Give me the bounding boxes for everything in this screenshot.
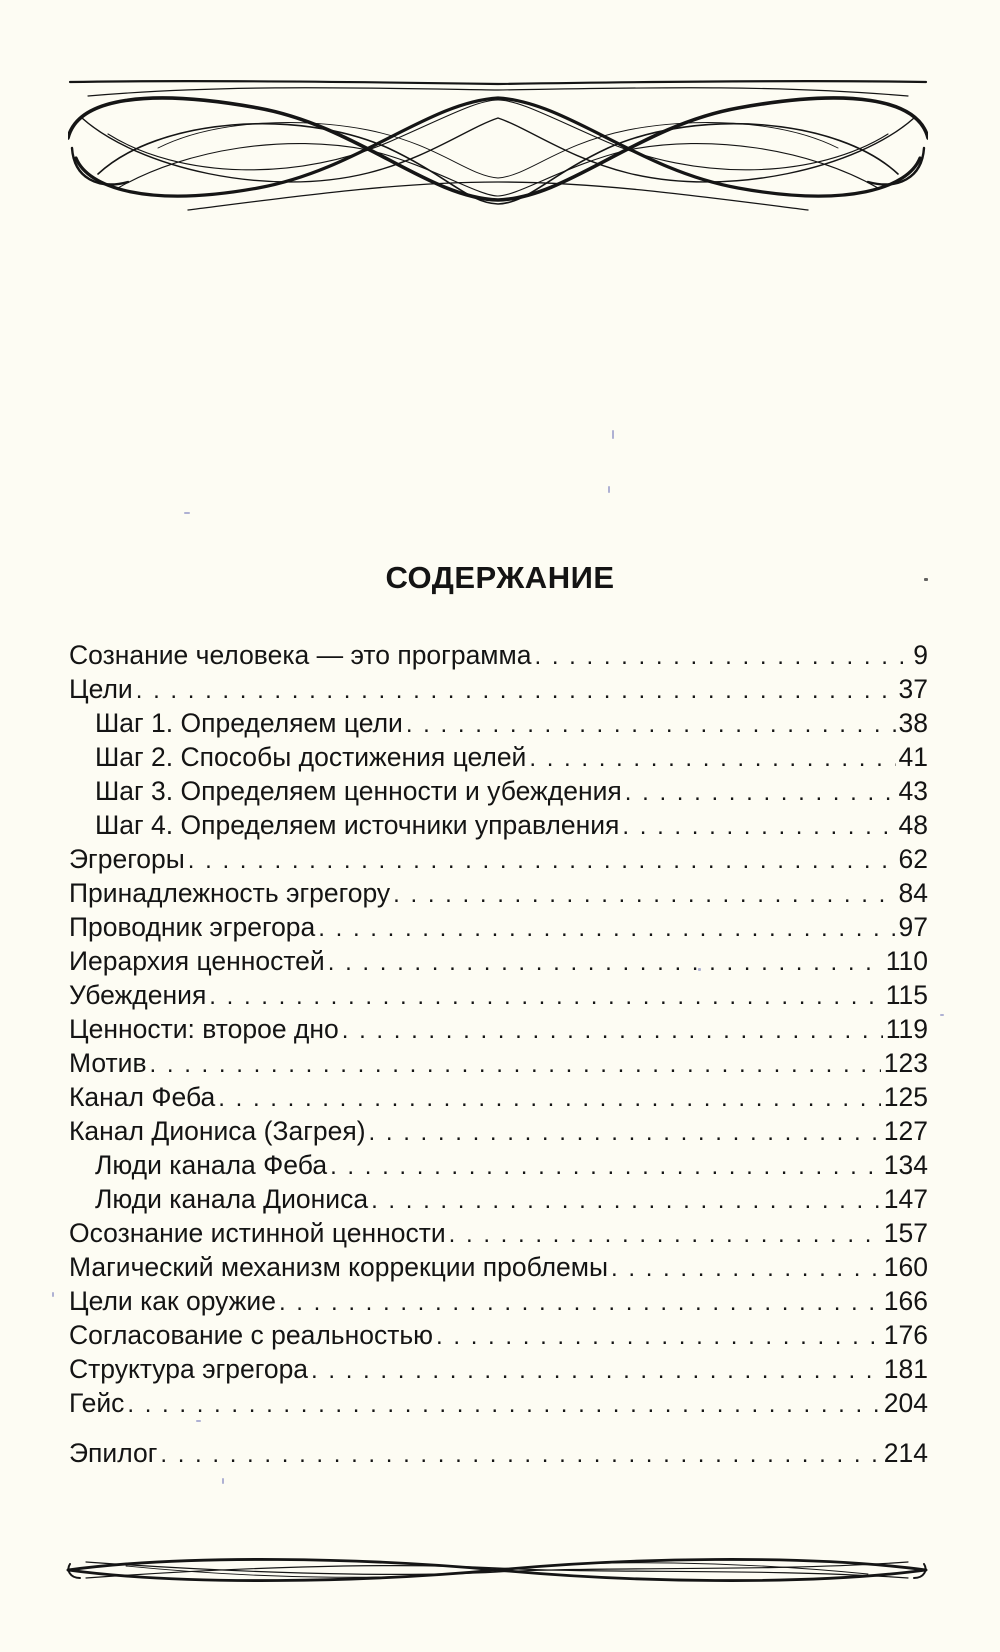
toc-entry-title: Сознание человека — это программа	[69, 640, 532, 670]
toc-entry-title: Шаг 3. Определяем ценности и убеждения	[95, 776, 622, 806]
toc-dot-leader	[529, 742, 895, 776]
toc-entry	[69, 1284, 928, 1318]
table-of-contents-title: СОДЕРЖАНИЕ	[385, 560, 615, 595]
toc-entry-page-number: 48	[898, 810, 928, 840]
toc-entry	[69, 978, 928, 1012]
toc-entry-page-number: 166	[883, 1286, 928, 1316]
toc-entry-title: Эпилог	[69, 1438, 158, 1468]
paper-speck	[940, 1014, 944, 1016]
toc-entry-title: Люди канала Диониса	[95, 1184, 369, 1214]
toc-dot-leader	[160, 1438, 880, 1472]
toc-entry	[69, 1216, 928, 1250]
toc-entry	[69, 672, 928, 706]
toc-entry-title: Канал Диониса (Загрея)	[69, 1116, 366, 1146]
toc-entry-title: Ценности: второе дно	[69, 1014, 339, 1044]
toc-entry	[69, 774, 928, 808]
toc-entry	[69, 1318, 928, 1352]
toc-dot-leader	[436, 1320, 881, 1354]
toc-entry-page-number: 110	[885, 946, 928, 976]
toc-entry	[69, 1012, 928, 1046]
toc-entry-page-number: 134	[883, 1150, 928, 1180]
toc-dot-leader	[150, 1048, 881, 1082]
toc-entry	[69, 1352, 928, 1386]
toc-entry	[69, 1080, 928, 1114]
toc-entry-title: Проводник эгрегора	[69, 912, 316, 942]
bottom-flourish-divider	[66, 1548, 928, 1592]
toc-entry-title: Мотив	[69, 1048, 147, 1078]
toc-entry-page-number: 125	[883, 1082, 928, 1112]
toc-dot-leader	[622, 810, 895, 844]
toc-entry-page-number: 123	[883, 1048, 928, 1078]
toc-dot-leader	[218, 1082, 881, 1116]
paper-speck	[924, 578, 928, 581]
toc-entry-page-number: 214	[883, 1438, 928, 1468]
toc-entry	[69, 706, 928, 740]
toc-dot-leader	[279, 1286, 881, 1320]
toc-entry	[69, 808, 928, 842]
paper-speck	[196, 1420, 201, 1422]
toc-entry-title: Эгрегоры	[69, 844, 185, 874]
table-of-contents-list	[69, 638, 928, 1470]
paper-speck	[698, 968, 701, 971]
paper-speck	[184, 512, 190, 514]
toc-entry-page-number: 119	[885, 1014, 928, 1044]
toc-entry	[69, 876, 928, 910]
toc-entry-page-number: 43	[898, 776, 928, 806]
top-flourish-ornament	[68, 78, 928, 214]
toc-entry-page-number: 37	[898, 674, 928, 704]
toc-entry-page-number: 127	[883, 1116, 928, 1146]
toc-entry-page-number: 204	[883, 1388, 928, 1418]
toc-dot-leader	[406, 708, 896, 742]
toc-entry	[69, 740, 928, 774]
toc-dot-leader	[127, 1388, 880, 1422]
toc-entry-title: Шаг 1. Определяем цели	[95, 708, 403, 738]
toc-dot-leader	[311, 1354, 881, 1388]
toc-entry-title: Шаг 2. Способы достижения целей	[95, 742, 527, 772]
toc-dot-leader	[342, 1014, 883, 1048]
toc-entry-title: Осознание истинной ценности	[69, 1218, 446, 1248]
toc-entry-page-number: 181	[883, 1354, 928, 1384]
toc-dot-leader	[393, 878, 895, 912]
toc-entry	[69, 1250, 928, 1284]
toc-entry-page-number: 38	[898, 708, 928, 738]
toc-dot-leader	[625, 776, 896, 810]
toc-entry-page-number: 147	[883, 1184, 928, 1214]
toc-entry-title: Магический механизм коррекции проблемы	[69, 1252, 609, 1282]
paper-speck	[612, 430, 614, 439]
toc-entry-title: Гейс	[69, 1388, 125, 1418]
toc-dot-leader	[611, 1252, 881, 1286]
toc-dot-leader	[534, 640, 910, 674]
toc-entry-title: Люди канала Феба	[95, 1150, 328, 1180]
toc-entry-page-number: 157	[883, 1218, 928, 1248]
toc-entry-title: Цели как оружие	[69, 1286, 276, 1316]
paper-speck	[222, 1478, 224, 1484]
toc-dot-leader	[318, 912, 895, 946]
toc-entry-page-number: 84	[898, 878, 928, 908]
toc-entry-title: Шаг 4. Определяем источники управления	[95, 810, 620, 840]
toc-entry-title: Убеждения	[69, 980, 207, 1010]
toc-entry	[69, 638, 928, 672]
toc-entry-title: Цели	[69, 674, 133, 704]
toc-entry	[69, 910, 928, 944]
toc-dot-leader	[449, 1218, 881, 1252]
toc-entry	[69, 842, 928, 876]
toc-dot-leader	[371, 1184, 881, 1218]
paper-speck	[52, 1292, 54, 1297]
toc-entry-page-number: 41	[898, 742, 928, 772]
toc-dot-leader	[369, 1116, 881, 1150]
toc-dot-leader	[330, 1150, 881, 1184]
paper-speck	[608, 486, 610, 493]
toc-entry	[69, 1436, 928, 1470]
toc-entry	[69, 1148, 928, 1182]
toc-entry	[69, 1386, 928, 1420]
toc-entry-title: Канал Феба	[69, 1082, 216, 1112]
toc-entry-title: Принадлежность эгрегору	[69, 878, 391, 908]
toc-entry-title: Иерархия ценностей	[69, 946, 325, 976]
toc-entry-title: Согласование с реальностью	[69, 1320, 434, 1350]
toc-entry-page-number: 9	[913, 640, 928, 670]
toc-entry	[69, 1114, 928, 1148]
toc-entry-page-number: 160	[883, 1252, 928, 1282]
toc-entry-page-number: 97	[898, 912, 928, 942]
toc-entry-page-number: 62	[898, 844, 928, 874]
toc-entry	[69, 1182, 928, 1216]
toc-entry-page-number: 115	[885, 980, 928, 1010]
toc-dot-leader	[136, 674, 896, 708]
toc-entry-title: Структура эгрегора	[69, 1354, 309, 1384]
toc-dot-leader	[188, 844, 896, 878]
toc-dot-leader	[328, 946, 883, 980]
toc-entry-page-number: 176	[883, 1320, 928, 1350]
toc-dot-leader	[209, 980, 882, 1014]
toc-entry	[69, 944, 928, 978]
toc-entry	[69, 1046, 928, 1080]
